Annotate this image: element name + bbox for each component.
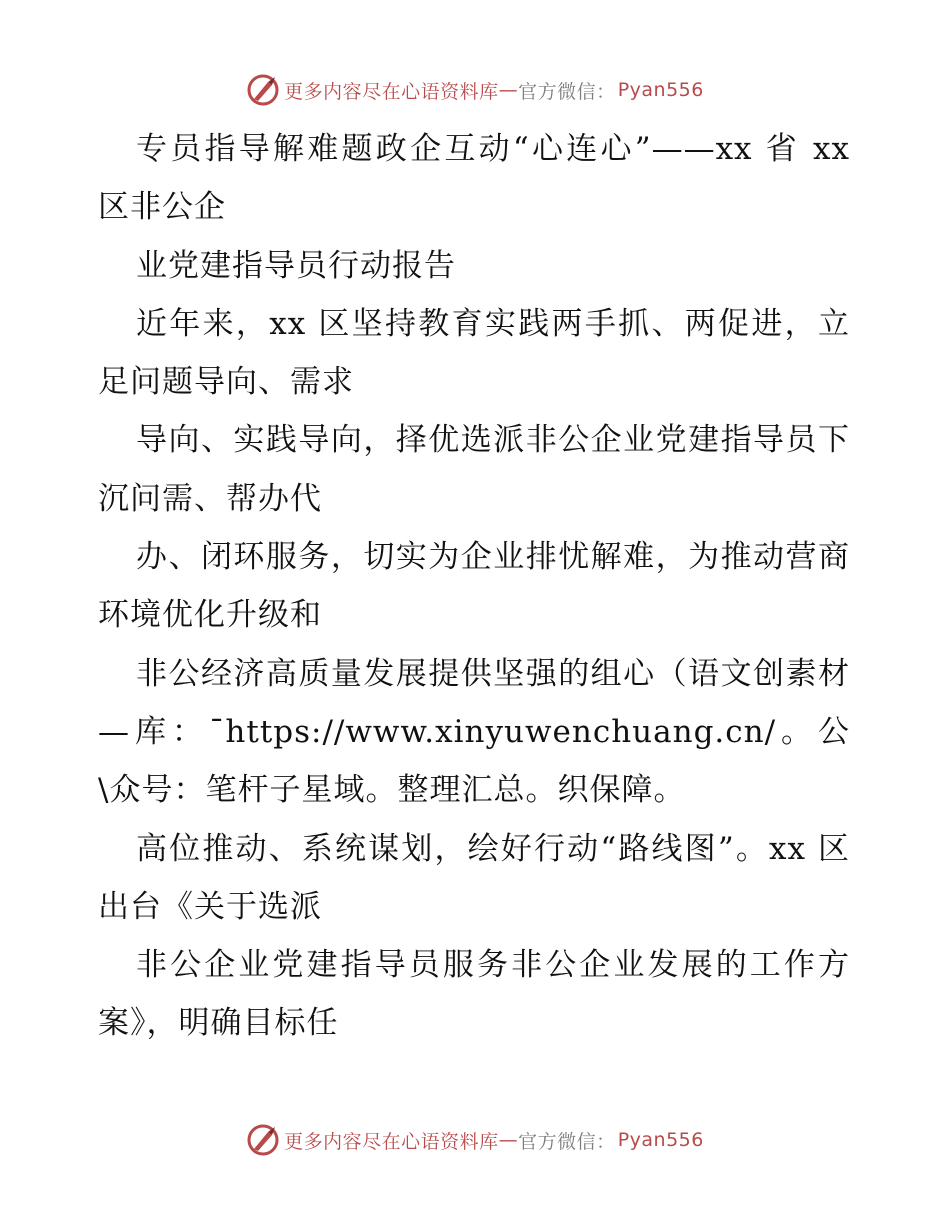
footer-banner xyxy=(0,1120,950,1160)
paragraph: 近年来，xx 区坚持教育实践两手抓、两促进，立足问题导向、需求 xyxy=(98,305,850,401)
banner-slogan: 更多内容尽在心语资料库 xyxy=(284,1130,499,1153)
paragraph: 非公企业党建指导员服务非公企业发展的工作方案》，明确目标任 xyxy=(98,947,850,1042)
header-banner xyxy=(0,70,950,110)
banner-wechat-label: 官方微信： xyxy=(518,1130,616,1153)
paragraph: 办、闭环服务，切实为企业排忧解难，为推动营商环境优化升级和 xyxy=(98,539,850,634)
banner-wechat-id: Pyan556 xyxy=(617,1129,704,1151)
banner-separator: — xyxy=(498,1129,519,1151)
banner-wechat-label: 官方微信： xyxy=(518,80,616,103)
paragraph: 非公经济高质量发展提供坚强的组心（语文创素材—库：¯https://www.xinyuwenchuang.cn/。公\众号：笔杆子星域。整理汇总。织保障。 xyxy=(98,655,850,809)
paragraph: 导向、实践导向，择优选派非公企业党建指导员下沉问需、帮办代 xyxy=(98,422,850,517)
banner-slogan: 更多内容尽在心语资料库 xyxy=(284,80,499,103)
document-body xyxy=(98,120,850,1053)
banner-wechat-id: Pyan556 xyxy=(617,79,704,101)
paragraph: 专员指导解难题政企互动“心连心”——xx 省 xx 区非公企 xyxy=(98,131,850,226)
paragraph: 高位推动、系统谋划，绘好行动“路线图”。xx 区出台《关于选派 xyxy=(98,830,850,925)
banner-separator: — xyxy=(498,79,519,101)
quill-logo-icon xyxy=(246,73,280,107)
paragraph: 业党建指导员行动报告 xyxy=(136,247,456,284)
quill-logo-icon xyxy=(246,1123,280,1157)
